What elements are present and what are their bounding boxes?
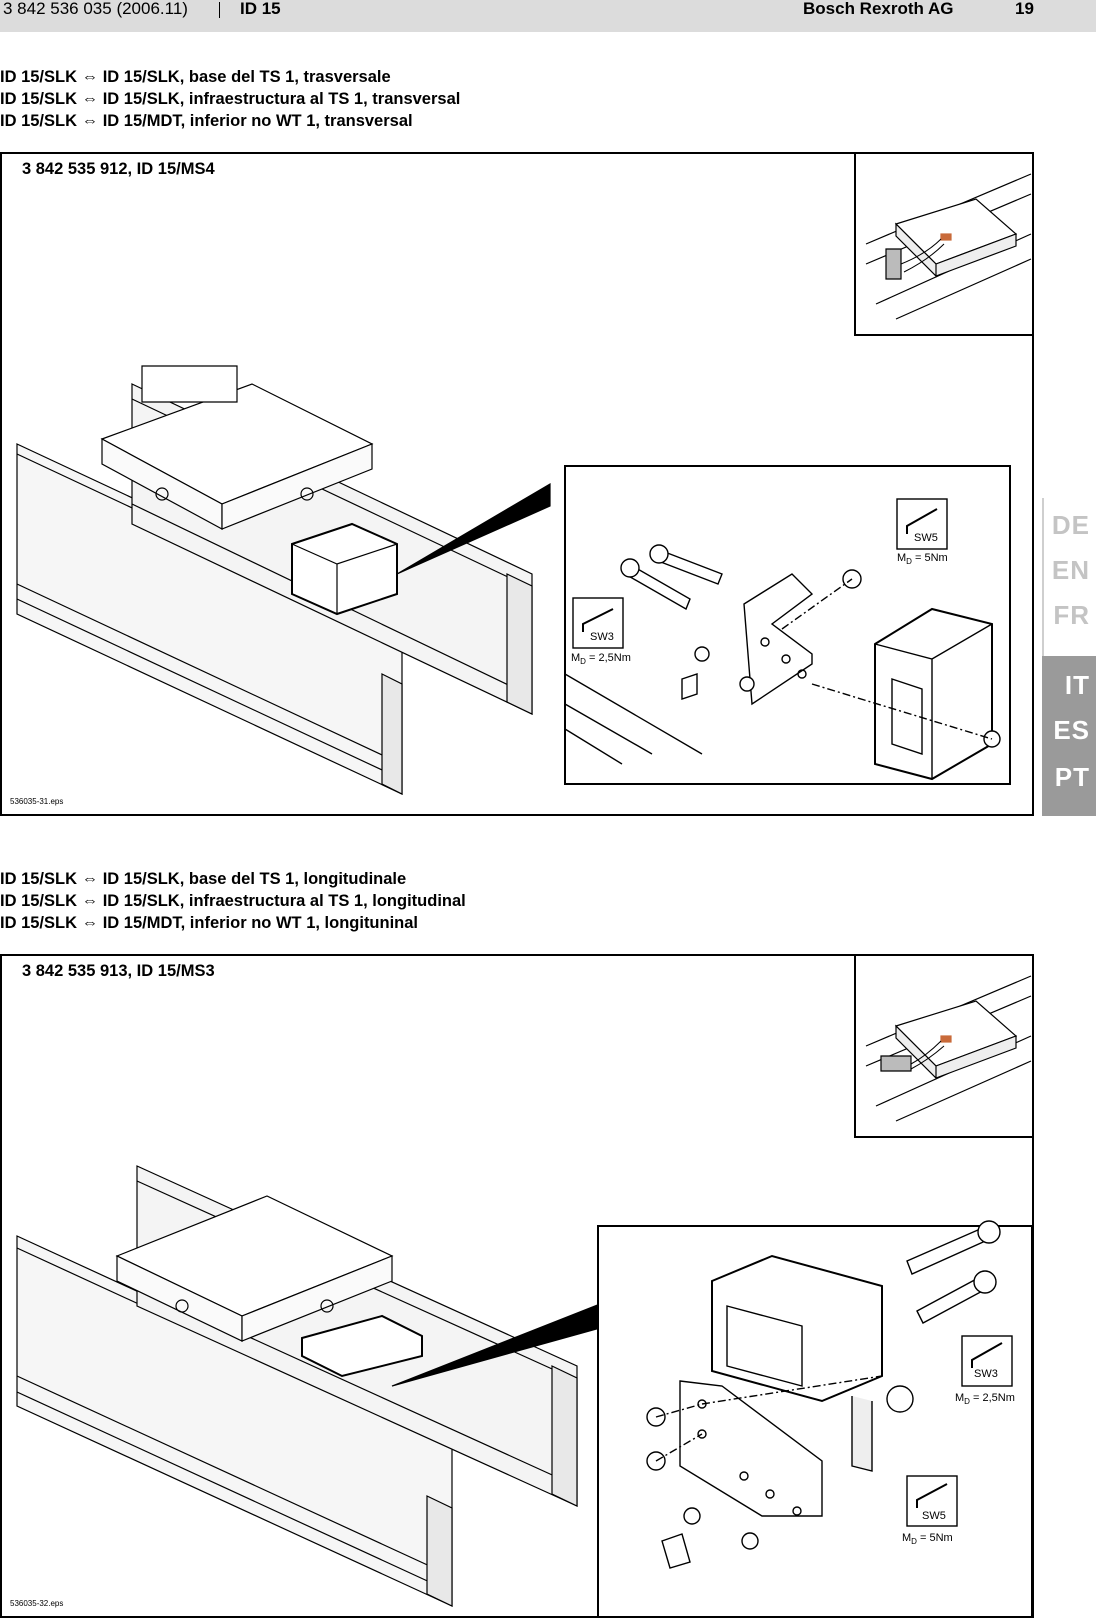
wrench-size-label: SW5 — [922, 1510, 946, 1522]
company-name: Bosch Rexroth AG — [803, 0, 954, 18]
figure-2 — [0, 954, 1034, 1618]
figure-title: 3 842 535 913, ID 15/MS3 — [22, 962, 215, 980]
lang-de[interactable]: DE — [1051, 510, 1090, 540]
wrench-size-label: SW3 — [974, 1368, 998, 1380]
wrench-size-label: SW3 — [590, 631, 614, 643]
wrench-size-label: SW5 — [914, 532, 938, 544]
language-tabs — [1042, 498, 1096, 816]
overview-inset — [854, 954, 1034, 1138]
document-number: 3 842 536 035 (2006.11) — [3, 0, 188, 18]
lang-es[interactable]: ES — [1053, 715, 1090, 745]
section-1-headings — [0, 66, 460, 132]
heading-line: ID 15/SLK ⇔ ID 15/SLK, infraestructura al TS 1, longitudinal — [0, 892, 466, 910]
product-name: ID 15 — [240, 0, 281, 18]
page-number: 19 — [1015, 0, 1034, 18]
lang-en[interactable]: EN — [1051, 555, 1090, 585]
figure-title: 3 842 535 912, ID 15/MS4 — [22, 160, 215, 178]
heading-line: ID 15/SLK ⇔ ID 15/SLK, infraestructura al TS 1, transversal — [0, 90, 461, 108]
header-divider — [219, 2, 220, 18]
lang-it[interactable]: IT — [1064, 670, 1090, 700]
page-header — [0, 0, 1096, 32]
lang-fr[interactable]: FR — [1053, 600, 1090, 630]
file-reference: 536035-31.eps — [10, 797, 64, 806]
section-2-headings — [0, 868, 466, 934]
heading-line: ID 15/SLK ⇔ ID 15/MDT, inferior no WT 1, longituninal — [0, 914, 419, 932]
heading-line: ID 15/SLK ⇔ ID 15/SLK, base del TS 1, longitudinale — [0, 870, 407, 888]
file-reference: 536035-32.eps — [10, 1599, 64, 1608]
torque-label: $M_D = 5Nm$ — [897, 552, 948, 567]
torque-label: $M_D = 2,5Nm$ — [571, 652, 631, 667]
torque-label: $M_D = 2,5Nm$ — [955, 1392, 1015, 1407]
figure-1 — [0, 152, 1034, 816]
overview-inset — [854, 152, 1034, 336]
torque-label: $M_D = 5Nm$ — [902, 1532, 953, 1547]
lang-pt[interactable]: PT — [1054, 762, 1090, 792]
heading-line: ID 15/SLK ⇔ ID 15/SLK, base del TS 1, trasversale — [0, 68, 391, 86]
heading-line: ID 15/SLK ⇔ ID 15/MDT, inferior no WT 1, transversal — [0, 112, 413, 130]
